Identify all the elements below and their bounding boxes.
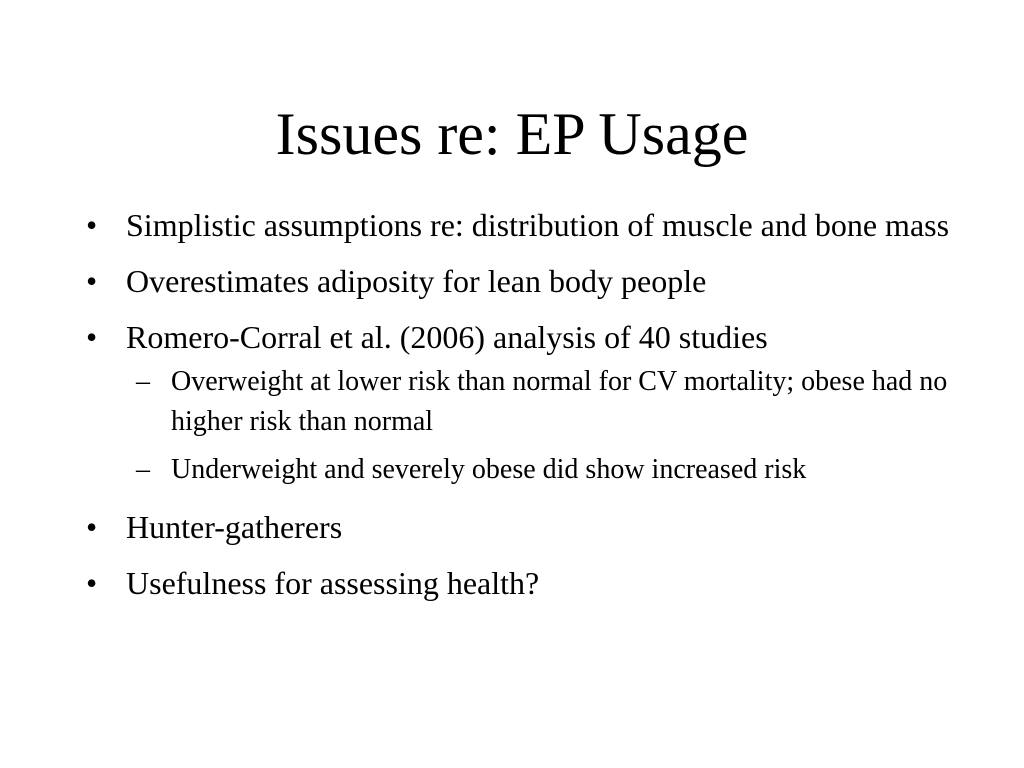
bullet-marker: •: [86, 263, 98, 299]
sub-bullet-marker: –: [136, 366, 150, 397]
sub-bullet-item: [126, 362, 954, 442]
sub-bullet-text: Underweight and severely obese did show increased risk: [171, 454, 807, 485]
bullet-item: [84, 508, 954, 546]
bullet-marker: •: [86, 207, 98, 243]
bullet-text: Simplistic assumptions re: distribution of muscle and bone mass: [126, 207, 950, 243]
bullet-text: Romero-Corral et al. (2006) analysis of 40 studies: [126, 319, 768, 355]
bullet-item: [84, 564, 954, 602]
sub-bullet-text: Overweight at lower risk than normal for CV mortality; obese had no higher risk than normal: [171, 366, 948, 437]
bullet-item: [84, 318, 954, 490]
bullet-text: Usefulness for assessing health?: [126, 565, 540, 601]
bullet-item: [84, 262, 954, 300]
bullet-marker: •: [86, 509, 98, 545]
slide-title: Issues re: EP Usage: [275, 101, 749, 167]
bullet-list: [84, 206, 954, 620]
sub-bullet-item: [126, 450, 954, 490]
sub-bullet-marker: –: [136, 454, 150, 485]
bullet-text: Hunter-gatherers: [126, 509, 343, 545]
bullet-marker: •: [86, 319, 98, 355]
sub-bullet-list: [126, 362, 954, 490]
bullet-marker: •: [86, 565, 98, 601]
bullet-item: [84, 206, 954, 244]
bullet-text: Overestimates adiposity for lean body people: [126, 263, 707, 299]
